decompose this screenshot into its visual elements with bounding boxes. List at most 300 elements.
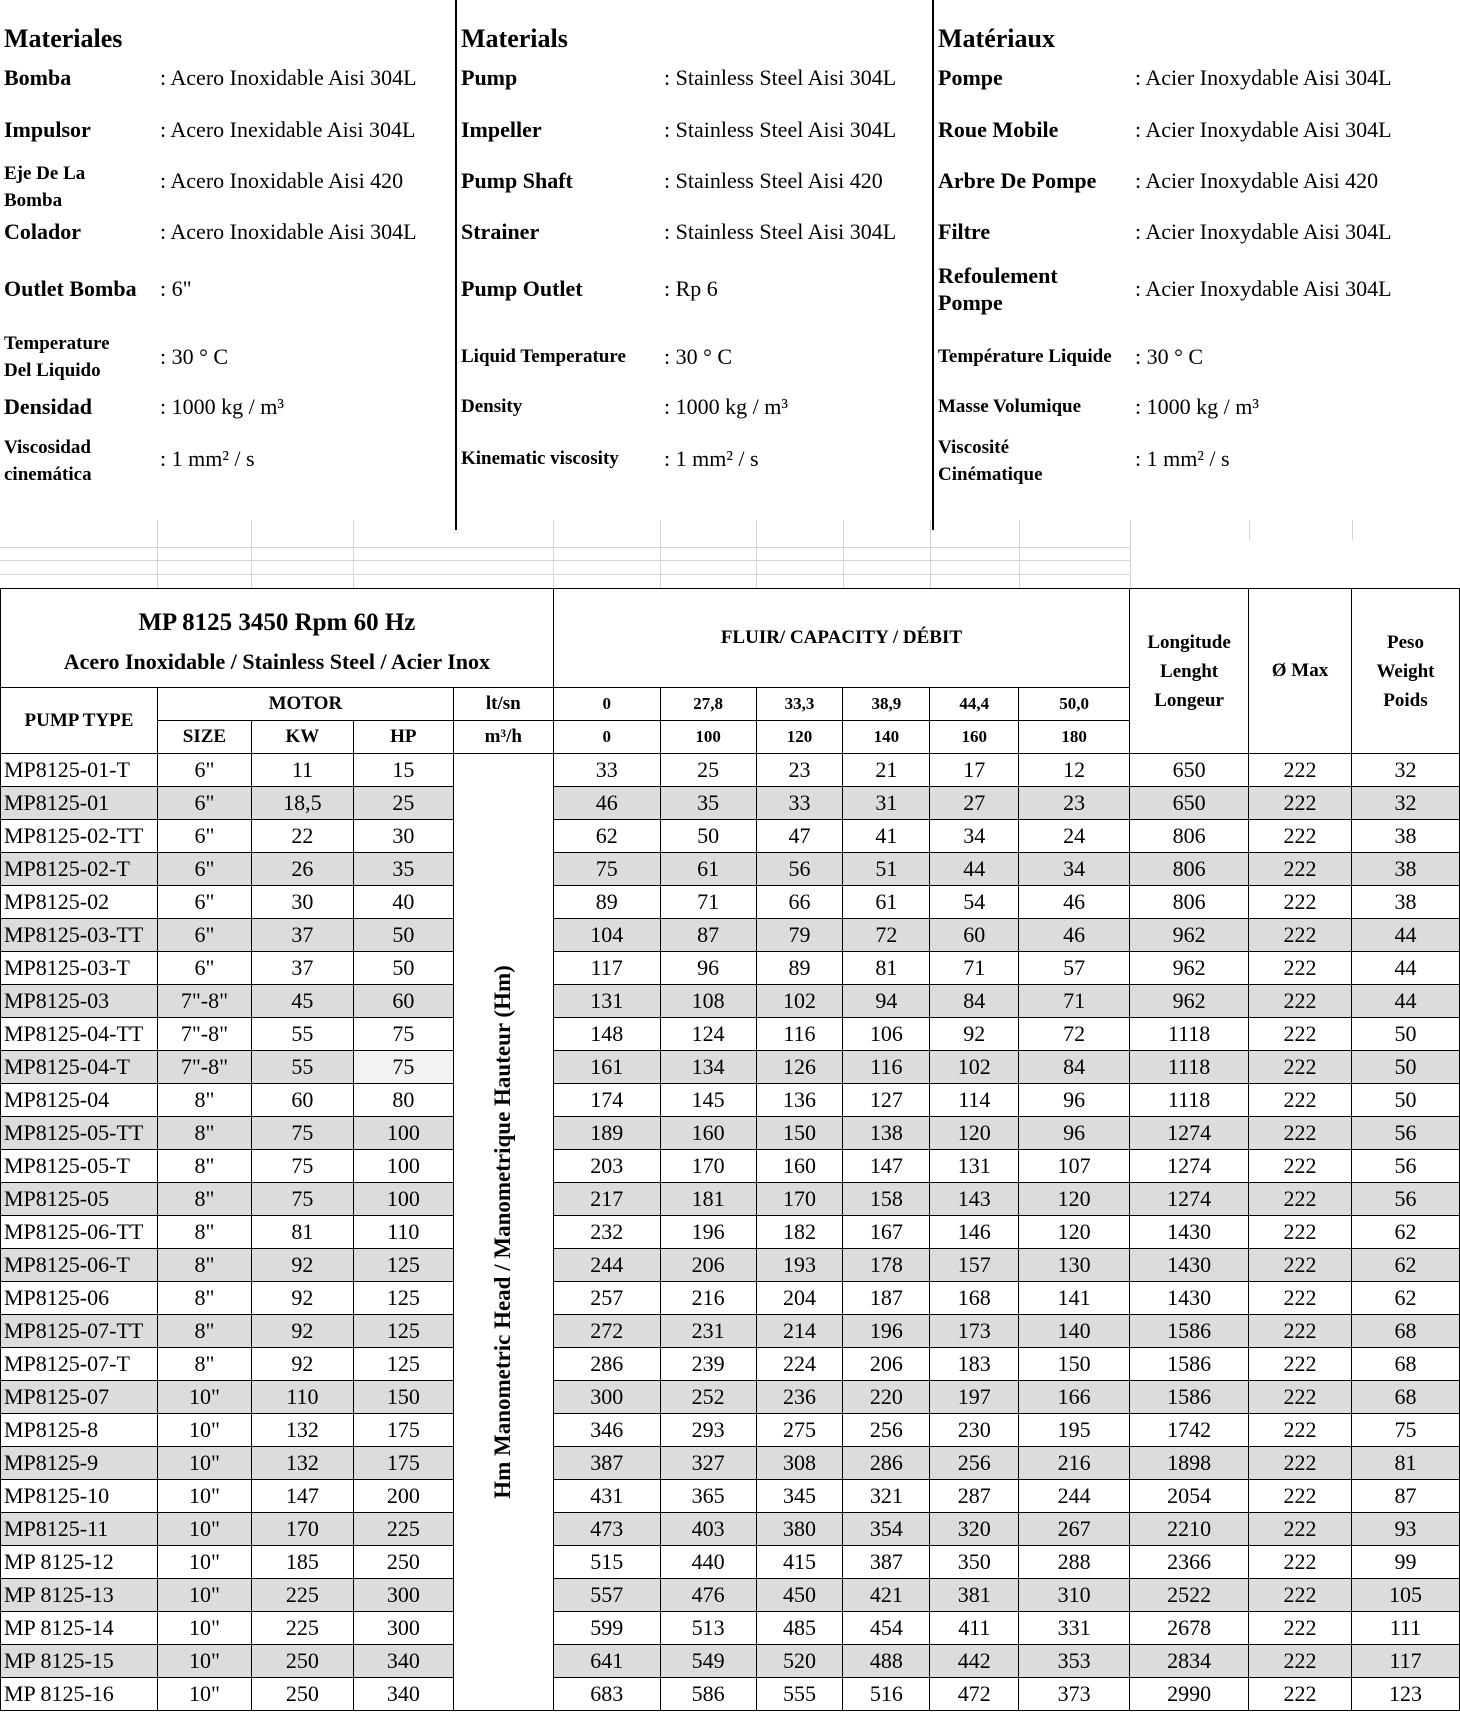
head-value-cell: 224 (756, 1348, 843, 1381)
motor-hp-cell: 80 (353, 1084, 453, 1117)
head-value-cell: 87 (660, 919, 756, 952)
table-title: MP 8125 3450 Rpm 60 Hz (1, 589, 554, 637)
head-value-cell: 61 (843, 886, 930, 919)
m3h-header: m³/h (453, 721, 553, 754)
motor-hp-cell: 30 (353, 820, 453, 853)
material-label: Impeller (461, 117, 542, 142)
motor-hp-cell: 225 (353, 1513, 453, 1546)
head-value-cell: 25 (660, 754, 756, 787)
weight-cell: 81 (1351, 1447, 1459, 1480)
material-value: : Rp 6 (664, 276, 718, 301)
head-value-cell: 239 (660, 1348, 756, 1381)
material-label: Impulsor (4, 117, 91, 142)
head-value-cell: 252 (660, 1381, 756, 1414)
material-value: : Acier Inoxydable Aisi 304L (1135, 219, 1392, 244)
head-value-cell: 71 (1019, 985, 1130, 1018)
head-value-cell: 206 (843, 1348, 930, 1381)
head-value-cell: 33 (553, 754, 660, 787)
head-value-cell: 134 (660, 1051, 756, 1084)
head-value-cell: 166 (1019, 1381, 1130, 1414)
head-value-cell: 170 (756, 1183, 843, 1216)
head-value-cell: 130 (1019, 1249, 1130, 1282)
motor-size-cell: 7"-8" (157, 1018, 251, 1051)
diameter-cell: 222 (1249, 1150, 1352, 1183)
length-cell: 806 (1130, 820, 1249, 853)
materials-title: Materiales (4, 24, 123, 53)
weight-cell: 38 (1351, 886, 1459, 919)
weight-cell: 68 (1351, 1348, 1459, 1381)
head-value-cell: 23 (1019, 787, 1130, 820)
motor-kw-cell: 225 (251, 1612, 353, 1645)
head-value-cell: 107 (1019, 1150, 1130, 1183)
motor-size-cell: 10" (157, 1447, 251, 1480)
head-value-cell: 47 (756, 820, 843, 853)
material-label: Colador (4, 219, 81, 244)
head-value-cell: 365 (660, 1480, 756, 1513)
pump-type-cell: MP 8125-14 (1, 1612, 158, 1645)
head-value-cell: 35 (660, 787, 756, 820)
motor-size-cell: 6" (157, 952, 251, 985)
pump-type-cell: MP8125-01-T (1, 754, 158, 787)
head-value-cell: 141 (1019, 1282, 1130, 1315)
motor-kw-cell: 37 (251, 952, 353, 985)
motor-hp-cell: 175 (353, 1447, 453, 1480)
head-value-cell: 204 (756, 1282, 843, 1315)
pump-type-cell: MP8125-03-TT (1, 919, 158, 952)
diameter-cell: 222 (1249, 1447, 1352, 1480)
head-value-cell: 440 (660, 1546, 756, 1579)
head-value-cell: 641 (553, 1645, 660, 1678)
head-axis-label-cell (453, 754, 553, 1711)
motor-kw-cell: 11 (251, 754, 353, 787)
motor-kw-cell: 225 (251, 1579, 353, 1612)
head-value-cell: 300 (553, 1381, 660, 1414)
material-label: Temperature Del Liquido (4, 333, 110, 381)
capacity-ltsn: 50,0 (1019, 688, 1130, 721)
head-value-cell: 75 (553, 853, 660, 886)
motor-hp-cell: 75 (353, 1018, 453, 1051)
head-value-cell: 57 (1019, 952, 1130, 985)
material-value: : 1000 kg / m³ (664, 394, 788, 419)
diameter-cell: 222 (1249, 886, 1352, 919)
spreadsheet-gridlines (0, 520, 1460, 588)
head-value-cell: 131 (553, 985, 660, 1018)
head-value-cell: 181 (660, 1183, 756, 1216)
table-row (1, 919, 1460, 952)
motor-hp-cell: 150 (353, 1381, 453, 1414)
head-value-cell: 183 (930, 1348, 1019, 1381)
head-value-cell: 84 (930, 985, 1019, 1018)
motor-kw-cell: 55 (251, 1018, 353, 1051)
diameter-header: Ø Max (1249, 589, 1352, 754)
head-value-cell: 173 (930, 1315, 1019, 1348)
material-value: : Acier Inoxydable Aisi 304L (1135, 276, 1392, 301)
motor-hp-cell: 340 (353, 1678, 453, 1711)
length-header: Longitude Lenght Longeur (1130, 589, 1249, 754)
motor-kw-cell: 147 (251, 1480, 353, 1513)
motor-kw-cell: 60 (251, 1084, 353, 1117)
head-value-cell: 92 (930, 1018, 1019, 1051)
head-value-cell: 138 (843, 1117, 930, 1150)
head-value-cell: 148 (553, 1018, 660, 1051)
table-body (1, 754, 1460, 1711)
head-value-cell: 232 (553, 1216, 660, 1249)
weight-cell: 44 (1351, 985, 1459, 1018)
motor-hp-cell: 200 (353, 1480, 453, 1513)
weight-cell: 38 (1351, 853, 1459, 886)
head-value-cell: 515 (553, 1546, 660, 1579)
head-value-cell: 71 (930, 952, 1019, 985)
head-value-cell: 84 (1019, 1051, 1130, 1084)
length-cell: 1898 (1130, 1447, 1249, 1480)
motor-size-cell: 10" (157, 1612, 251, 1645)
length-cell: 650 (1130, 787, 1249, 820)
motor-hp-cell: 25 (353, 787, 453, 820)
head-value-cell: 216 (1019, 1447, 1130, 1480)
diameter-cell: 222 (1249, 952, 1352, 985)
head-value-cell: 256 (843, 1414, 930, 1447)
length-cell: 1430 (1130, 1216, 1249, 1249)
head-value-cell: 102 (756, 985, 843, 1018)
motor-kw-cell: 170 (251, 1513, 353, 1546)
head-value-cell: 196 (843, 1315, 930, 1348)
length-cell: 1430 (1130, 1249, 1249, 1282)
pump-type-cell: MP8125-07 (1, 1381, 158, 1414)
capacity-ltsn: 38,9 (843, 688, 930, 721)
table-row (1, 754, 1460, 787)
pump-performance-table (0, 588, 1460, 1711)
pump-type-cell: MP8125-01 (1, 787, 158, 820)
table-row (1, 820, 1460, 853)
head-value-cell: 220 (843, 1381, 930, 1414)
diameter-cell: 222 (1249, 1117, 1352, 1150)
head-value-cell: 158 (843, 1183, 930, 1216)
material-value: : Acier Inoxydable Aisi 304L (1135, 117, 1392, 142)
motor-size-cell: 10" (157, 1579, 251, 1612)
head-value-cell: 197 (930, 1381, 1019, 1414)
table-row (1, 1348, 1460, 1381)
head-value-cell: 195 (1019, 1414, 1130, 1447)
capacity-m3h: 160 (930, 721, 1019, 754)
head-value-cell: 46 (1019, 919, 1130, 952)
material-value: : Stainless Steel Aisi 304L (664, 65, 897, 90)
head-value-cell: 46 (553, 787, 660, 820)
head-value-cell: 102 (930, 1051, 1019, 1084)
head-value-cell: 473 (553, 1513, 660, 1546)
head-value-cell: 286 (553, 1348, 660, 1381)
motor-size-cell: 10" (157, 1480, 251, 1513)
table-row (1, 787, 1460, 820)
table-row (1, 1249, 1460, 1282)
motor-kw-cell: 45 (251, 985, 353, 1018)
motor-hp-cell: 100 (353, 1183, 453, 1216)
head-value-cell: 217 (553, 1183, 660, 1216)
length-cell: 2054 (1130, 1480, 1249, 1513)
pump-type-cell: MP 8125-16 (1, 1678, 158, 1711)
table-subtitle: Acero Inoxidable / Stainless Steel / Acier Inox (1, 637, 554, 688)
table-row (1, 1546, 1460, 1579)
diameter-cell: 222 (1249, 1249, 1352, 1282)
head-value-cell: 114 (930, 1084, 1019, 1117)
table-row (1, 952, 1460, 985)
head-value-cell: 56 (756, 853, 843, 886)
weight-cell: 117 (1351, 1645, 1459, 1678)
motor-kw-cell: 18,5 (251, 787, 353, 820)
motor-size-cell: 10" (157, 1381, 251, 1414)
head-value-cell: 146 (930, 1216, 1019, 1249)
motor-size-cell: 10" (157, 1414, 251, 1447)
head-axis-label: Hm Manometric Head / Manometrique Hauteur (Hm) (490, 965, 516, 1499)
pump-type-cell: MP8125-06-T (1, 1249, 158, 1282)
head-value-cell: 189 (553, 1117, 660, 1150)
capacity-m3h: 100 (660, 721, 756, 754)
head-value-cell: 267 (1019, 1513, 1130, 1546)
motor-size-cell: 10" (157, 1513, 251, 1546)
pump-type-cell: MP8125-07-TT (1, 1315, 158, 1348)
motor-hp-cell: 15 (353, 754, 453, 787)
head-value-cell: 170 (660, 1150, 756, 1183)
head-value-cell: 62 (553, 820, 660, 853)
length-cell: 1586 (1130, 1348, 1249, 1381)
head-value-cell: 287 (930, 1480, 1019, 1513)
head-value-cell: 12 (1019, 754, 1130, 787)
head-value-cell: 196 (660, 1216, 756, 1249)
table-row (1, 1645, 1460, 1678)
motor-kw-cell: 110 (251, 1381, 353, 1414)
head-value-cell: 34 (930, 820, 1019, 853)
weight-cell: 123 (1351, 1678, 1459, 1711)
diameter-cell: 222 (1249, 1381, 1352, 1414)
head-value-cell: 373 (1019, 1678, 1130, 1711)
head-value-cell: 126 (756, 1051, 843, 1084)
diameter-cell: 222 (1249, 985, 1352, 1018)
motor-hp-cell: 125 (353, 1249, 453, 1282)
table-row (1, 1216, 1460, 1249)
material-label: Refoulement Pompe (938, 263, 1058, 315)
table-row (1, 1084, 1460, 1117)
motor-hp-cell: 60 (353, 985, 453, 1018)
head-value-cell: 272 (553, 1315, 660, 1348)
motor-hp-cell: 125 (353, 1315, 453, 1348)
material-label: Bomba (4, 65, 72, 90)
table-row (1, 853, 1460, 886)
motor-hp-cell: 125 (353, 1348, 453, 1381)
material-label: Densidad (4, 394, 93, 419)
head-value-cell: 331 (1019, 1612, 1130, 1645)
length-cell: 650 (1130, 754, 1249, 787)
motor-size-cell: 6" (157, 886, 251, 919)
head-value-cell: 345 (756, 1480, 843, 1513)
diameter-cell: 222 (1249, 1183, 1352, 1216)
motor-kw-cell: 250 (251, 1678, 353, 1711)
material-value: : 30 ° C (1135, 344, 1204, 369)
material-label: Outlet Bomba (4, 276, 137, 301)
material-label: Roue Mobile (938, 117, 1059, 142)
head-value-cell: 89 (553, 886, 660, 919)
pump-type-cell: MP8125-03-T (1, 952, 158, 985)
table-row (1, 1381, 1460, 1414)
weight-cell: 99 (1351, 1546, 1459, 1579)
head-value-cell: 320 (930, 1513, 1019, 1546)
ltsn-header: lt/sn (453, 688, 553, 721)
motor-size-cell: 6" (157, 754, 251, 787)
head-value-cell: 131 (930, 1150, 1019, 1183)
length-cell: 1274 (1130, 1183, 1249, 1216)
head-value-cell: 116 (843, 1051, 930, 1084)
head-value-cell: 61 (660, 853, 756, 886)
diameter-cell: 222 (1249, 1018, 1352, 1051)
head-value-cell: 472 (930, 1678, 1019, 1711)
table-row (1, 1579, 1460, 1612)
diameter-cell: 222 (1249, 1645, 1352, 1678)
diameter-cell: 222 (1249, 820, 1352, 853)
length-cell: 1274 (1130, 1150, 1249, 1183)
head-value-cell: 168 (930, 1282, 1019, 1315)
head-value-cell: 182 (756, 1216, 843, 1249)
motor-size-cell: 8" (157, 1348, 251, 1381)
head-value-cell: 120 (930, 1117, 1019, 1150)
material-value: : 30 ° C (160, 344, 229, 369)
material-label: Pump Outlet (461, 276, 583, 301)
table-row (1, 1051, 1460, 1084)
head-value-cell: 127 (843, 1084, 930, 1117)
pump-type-cell: MP8125-10 (1, 1480, 158, 1513)
materials-column-fr (932, 0, 1460, 530)
motor-size-cell: 10" (157, 1645, 251, 1678)
head-value-cell: 34 (1019, 853, 1130, 886)
head-value-cell: 214 (756, 1315, 843, 1348)
materials-section (0, 0, 1460, 530)
head-value-cell: 350 (930, 1546, 1019, 1579)
diameter-cell: 222 (1249, 1051, 1352, 1084)
motor-hp-cell: 35 (353, 853, 453, 886)
head-value-cell: 167 (843, 1216, 930, 1249)
head-value-cell: 41 (843, 820, 930, 853)
head-value-cell: 193 (756, 1249, 843, 1282)
diameter-cell: 222 (1249, 853, 1352, 886)
head-value-cell: 116 (756, 1018, 843, 1051)
length-cell: 1586 (1130, 1381, 1249, 1414)
pump-type-cell: MP8125-05 (1, 1183, 158, 1216)
capacity-ltsn: 44,4 (930, 688, 1019, 721)
head-value-cell: 46 (1019, 886, 1130, 919)
material-label: Viscosidad cinemática (4, 437, 92, 485)
table-row (1, 1282, 1460, 1315)
pump-type-cell: MP8125-02-TT (1, 820, 158, 853)
weight-cell: 93 (1351, 1513, 1459, 1546)
material-value: : 1 mm² / s (160, 446, 255, 471)
pump-type-cell: MP8125-04 (1, 1084, 158, 1117)
head-value-cell: 421 (843, 1579, 930, 1612)
head-value-cell: 450 (756, 1579, 843, 1612)
head-value-cell: 442 (930, 1645, 1019, 1678)
motor-kw-cell: 55 (251, 1051, 353, 1084)
head-value-cell: 187 (843, 1282, 930, 1315)
material-label: Pompe (938, 65, 1003, 90)
head-value-cell: 346 (553, 1414, 660, 1447)
length-cell: 962 (1130, 919, 1249, 952)
weight-cell: 50 (1351, 1051, 1459, 1084)
head-value-cell: 549 (660, 1645, 756, 1678)
kw-header: KW (251, 721, 353, 754)
pump-type-cell: MP8125-02 (1, 886, 158, 919)
table-row (1, 1513, 1460, 1546)
head-value-cell: 310 (1019, 1579, 1130, 1612)
material-label: Liquid Temperature (461, 346, 626, 367)
head-value-cell: 555 (756, 1678, 843, 1711)
diameter-cell: 222 (1249, 1348, 1352, 1381)
head-value-cell: 24 (1019, 820, 1130, 853)
motor-kw-cell: 37 (251, 919, 353, 952)
materials-title: Matériaux (938, 24, 1055, 53)
weight-cell: 50 (1351, 1084, 1459, 1117)
head-value-cell: 150 (1019, 1348, 1130, 1381)
table-row (1, 1018, 1460, 1051)
motor-kw-cell: 92 (251, 1348, 353, 1381)
motor-kw-cell: 185 (251, 1546, 353, 1579)
material-label: Pump Shaft (461, 168, 573, 193)
head-value-cell: 230 (930, 1414, 1019, 1447)
weight-cell: 56 (1351, 1183, 1459, 1216)
head-value-cell: 96 (1019, 1117, 1130, 1150)
table-row (1, 1480, 1460, 1513)
motor-hp-cell: 50 (353, 952, 453, 985)
head-value-cell: 236 (756, 1381, 843, 1414)
table-row (1, 1183, 1460, 1216)
head-value-cell: 403 (660, 1513, 756, 1546)
material-value: : 1 mm² / s (1135, 446, 1230, 471)
table-row (1, 1678, 1460, 1711)
pump-type-cell: MP 8125-13 (1, 1579, 158, 1612)
table-row (1, 1117, 1460, 1150)
pump-type-cell: MP8125-05-TT (1, 1117, 158, 1150)
motor-hp-cell: 340 (353, 1645, 453, 1678)
motor-size-cell: 6" (157, 853, 251, 886)
head-value-cell: 387 (553, 1447, 660, 1480)
motor-size-cell: 10" (157, 1546, 251, 1579)
motor-hp-cell: 250 (353, 1546, 453, 1579)
head-value-cell: 94 (843, 985, 930, 1018)
head-value-cell: 106 (843, 1018, 930, 1051)
head-value-cell: 257 (553, 1282, 660, 1315)
head-value-cell: 21 (843, 754, 930, 787)
head-value-cell: 174 (553, 1084, 660, 1117)
head-value-cell: 586 (660, 1678, 756, 1711)
material-value: : Acero Inoxidable Aisi 304L (160, 219, 417, 244)
head-value-cell: 31 (843, 787, 930, 820)
head-value-cell: 513 (660, 1612, 756, 1645)
head-value-cell: 140 (1019, 1315, 1130, 1348)
weight-cell: 50 (1351, 1018, 1459, 1051)
motor-kw-cell: 132 (251, 1414, 353, 1447)
material-label: Viscosité Cinématique (938, 437, 1043, 485)
motor-size-cell: 8" (157, 1216, 251, 1249)
motor-hp-cell: 100 (353, 1117, 453, 1150)
weight-cell: 32 (1351, 754, 1459, 787)
material-label: Pump (461, 65, 518, 90)
motor-hp-cell: 75 (353, 1051, 453, 1084)
head-value-cell: 244 (1019, 1480, 1130, 1513)
diameter-cell: 222 (1249, 1612, 1352, 1645)
motor-kw-cell: 92 (251, 1315, 353, 1348)
material-value: : Stainless Steel Aisi 304L (664, 219, 897, 244)
table-row (1, 1150, 1460, 1183)
table-row (1, 1612, 1460, 1645)
length-cell: 1430 (1130, 1282, 1249, 1315)
head-value-cell: 89 (756, 952, 843, 985)
head-value-cell: 147 (843, 1150, 930, 1183)
diameter-cell: 222 (1249, 1315, 1352, 1348)
